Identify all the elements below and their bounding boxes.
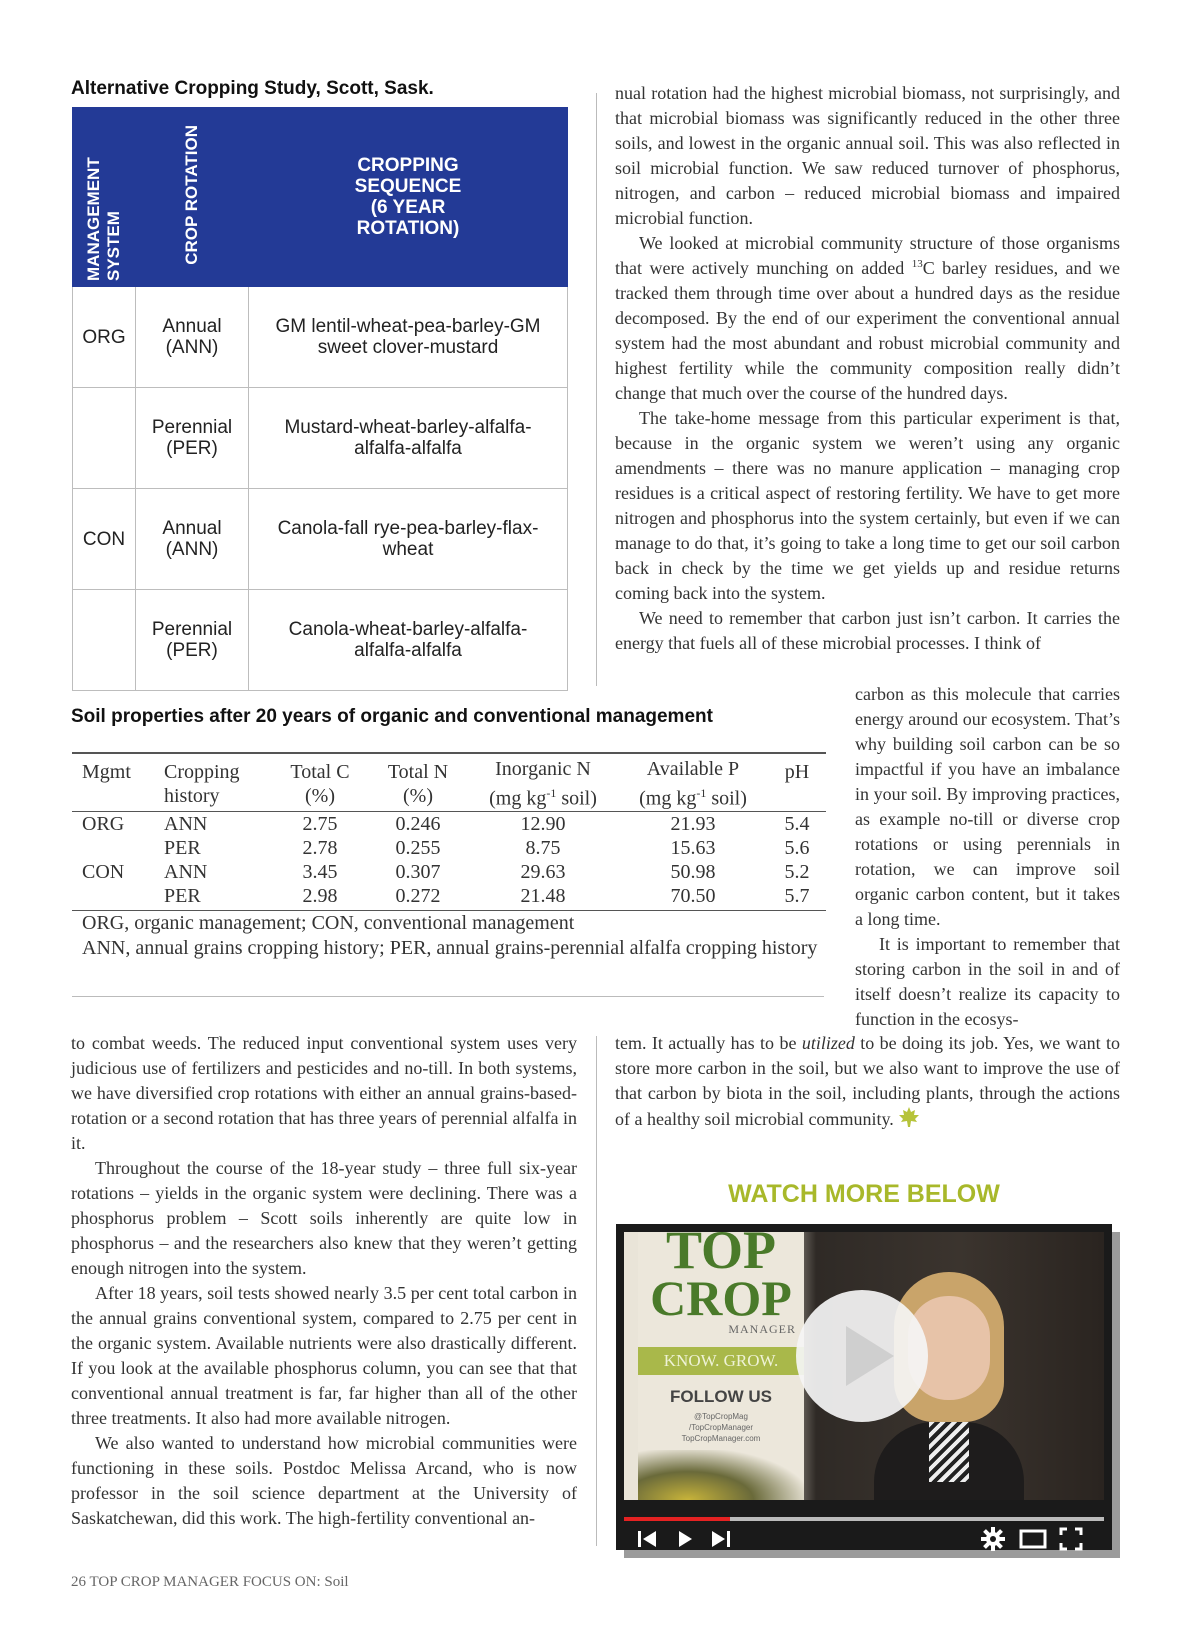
system-cell xyxy=(73,590,136,691)
table-row xyxy=(72,836,826,860)
cell: 21.48 xyxy=(520,884,566,907)
cell: 70.50 xyxy=(670,884,716,907)
management-system-header: MANAGEMENT SYSTEM xyxy=(73,108,136,287)
paragraph: We looked at microbial community structure of those organisms that were actively munching on added $^{13}$C barley residues, and we tracked them through time over about a hundred days as the residue decomposed. By the end of our experiment the conventional annual system had the most abundant and robust microbial community and highest fertility while the community composition really didn’t change that much over the course of the hundred days. xyxy=(615,233,1120,403)
cropping-sequence-header: CROPPING SEQUENCE (6 YEAR ROTATION) xyxy=(249,108,568,287)
cell: 15.63 xyxy=(670,836,716,859)
cell xyxy=(72,836,154,860)
cell: PER xyxy=(164,884,201,907)
rotation-cell: Perennial (PER) xyxy=(136,590,249,691)
paragraph: We need to remember that carbon just isn’t carbon. It carries the energy that fuels all of these microbial processes. I think of xyxy=(615,608,1120,653)
cell: 2.78 xyxy=(302,836,338,859)
paragraph: The take-home message from this particular experiment is that, because in the organic system we weren’t using any organic amendments – there was no manure application – managing crop residues is a critical aspect of restoring fertility. We have to get more nitrogen and phosphorus into the system certainly, but even if we can manage to do that, it’s going to take a long time to get our soil carbon back in check by the time we get yields up and residue returns coming back into the system. xyxy=(615,408,1120,603)
column-divider-lower xyxy=(596,1036,597,1546)
right-column-narrow xyxy=(855,682,1120,1032)
cell: 5.2 xyxy=(784,860,810,883)
cell xyxy=(72,884,154,908)
table-row xyxy=(73,590,568,691)
cell: PER xyxy=(164,836,201,859)
cell: 0.307 xyxy=(395,860,441,883)
table-row xyxy=(73,489,568,590)
table-note-2: ANN, annual grains cropping history; PER, annual grains-perennial alfalfa cropping history xyxy=(82,936,818,959)
cell: 3.45 xyxy=(302,860,338,883)
cell: 29.63 xyxy=(520,860,566,883)
top-crop-manager-banner: TOP CROP MANAGER KNOW. GROW. FOLLOW US @TopCropMag /TopCropManager TopCropManager.com xyxy=(638,1232,804,1500)
cropping-sequence-table xyxy=(72,107,568,691)
system-cell: CON xyxy=(73,489,136,590)
cell: 21.93 xyxy=(670,812,716,835)
paragraph: Throughout the course of the 18-year study – three full six-year rotations – yields in the organic system were declining. There was a phosphorus problem – Scott soils inherently are quite low in phosphorus – and the researchers also knew that they weren’t getting enough nitrogen into the system. xyxy=(71,1158,577,1278)
skip-back-icon xyxy=(636,1528,658,1550)
column-divider xyxy=(596,93,597,686)
skip-forward-icon xyxy=(710,1528,732,1550)
play-overlay-button[interactable] xyxy=(796,1290,928,1422)
header-cropping-history: Cropping history xyxy=(164,760,240,807)
table-top-rule xyxy=(72,752,826,754)
table-row xyxy=(73,388,568,489)
cell: 2.98 xyxy=(302,884,338,907)
paragraph: It is important to remember that storing carbon in the soil in and of itself doesn’t realize its capacity to function in the ecosys- xyxy=(855,934,1120,1029)
system-cell xyxy=(73,388,136,489)
header-total-c: Total C (%) xyxy=(290,760,350,807)
left-column-bottom xyxy=(71,1031,577,1531)
cell: 50.98 xyxy=(670,860,716,883)
video-frame[interactable] xyxy=(624,1232,1104,1500)
header-mgmt: Mgmt xyxy=(82,760,131,783)
table-row xyxy=(73,287,568,388)
paragraph: After 18 years, soil tests showed nearly 3.5 per cent total carbon in the annual grains conventional system, compared to 2.75 per cent in the organic system. Available nutrients were also drastically different. If you look at the available phosphorus column, you can see that that conventional annual treatment is far, far higher than all of the other three treatments. It also had more available nitrogen. xyxy=(71,1283,577,1428)
cell: ORG xyxy=(82,812,125,835)
rotation-cell: Annual (ANN) xyxy=(136,489,249,590)
cell: ANN xyxy=(164,860,208,883)
system-cell: ORG xyxy=(73,287,136,388)
play-icon xyxy=(674,1528,696,1550)
header-ph: pH xyxy=(784,760,810,783)
paragraph: tem. It actually has to be utilized to be doing its job. Yes, we want to store more carbon in the soil, but we also want to improve the use of that carbon by biota in the soil, including plants, through the actions of a healthy soil microbial community. xyxy=(615,1031,1120,1135)
paragraph: carbon as this molecule that carries energy around our ecosystem. That’s why building soil carbon can be so impactful if you have an imbalance in your soil. By improving practices, as example no-till or diverse crop rotations or using perennials in rotation, we can improve soil organic carbon content, but it takes a long time. xyxy=(855,684,1120,929)
cell: 0.246 xyxy=(395,812,441,835)
sequence-cell: Mustard-wheat-barley-alfalfa- alfalfa-alfalfa xyxy=(249,388,568,489)
fullscreen-icon xyxy=(1059,1527,1083,1551)
cell: 2.75 xyxy=(302,812,338,835)
right-column-bottom xyxy=(615,1031,1120,1135)
progress-fill xyxy=(624,1517,730,1521)
paragraph: nual rotation had the highest microbial biomass, not surprisingly, and that microbial biomass was significantly reduced in the other three soils, and lowest in the organic annual soil. This was also reflected in soil microbial function. We saw reduced turnover of phosphorus, nitrogen, and carbon – reduced microbial biomass and impaired microbial function. xyxy=(615,83,1120,228)
cell: 12.90 xyxy=(520,812,566,835)
table-note-1: ORG, organic management; CON, conventional management xyxy=(82,911,575,934)
table-row xyxy=(72,860,826,884)
cell: 5.6 xyxy=(784,836,810,859)
soil-properties-table xyxy=(72,752,826,961)
header-total-n: Total N (%) xyxy=(387,760,449,807)
play-button[interactable] xyxy=(674,1528,696,1555)
gear-icon xyxy=(980,1526,1006,1552)
cell: 8.75 xyxy=(525,836,561,859)
skip-back-button[interactable] xyxy=(636,1528,658,1555)
cell: 0.255 xyxy=(395,836,441,859)
table-header-row xyxy=(73,108,568,287)
skip-forward-button[interactable] xyxy=(710,1528,732,1555)
cell: CON xyxy=(82,860,125,883)
rotation-cell: Annual (ANN) xyxy=(136,287,249,388)
sequence-cell: Canola-fall rye-pea-barley-flax- wheat xyxy=(249,489,568,590)
table1-title: Alternative Cropping Study, Scott, Sask. xyxy=(71,78,434,99)
page-footer: 26 TOP CROP MANAGER FOCUS ON: Soil xyxy=(71,1574,349,1590)
table-row xyxy=(72,812,826,836)
cell: 5.7 xyxy=(784,884,810,907)
cell: 0.272 xyxy=(395,884,441,907)
theater-mode-button[interactable] xyxy=(1019,1529,1047,1554)
settings-button[interactable] xyxy=(980,1526,1006,1557)
paragraph: We also wanted to understand how microbial communities were functioning in these soils. Postdoc Melissa Arcand, who is now professor in the soil science department at the University of Saskatchewan, did this work. The high-fertility conventional an- xyxy=(71,1433,577,1528)
sequence-cell: Canola-wheat-barley-alfalfa- alfalfa-alfalfa xyxy=(249,590,568,691)
watch-more-heading: WATCH MORE BELOW xyxy=(728,1180,1000,1208)
header-inorganic-n: Inorganic N (mg $kg^{-1}$ soil) xyxy=(489,758,597,810)
cell: 5.4 xyxy=(784,812,810,835)
video-player[interactable] xyxy=(616,1224,1112,1550)
crop-rotation-header: CROP ROTATION xyxy=(136,108,249,287)
rotation-cell: Perennial (PER) xyxy=(136,388,249,489)
theater-icon xyxy=(1019,1529,1047,1549)
progress-track[interactable] xyxy=(624,1517,1104,1521)
header-available-p: Available P (mg $kg^{-1}$ soil) xyxy=(639,758,747,810)
sequence-cell: GM lentil-wheat-pea-barley-GM sweet clover-mustard xyxy=(249,287,568,388)
table-section-divider xyxy=(72,996,824,997)
play-icon xyxy=(796,1290,928,1422)
paragraph: to combat weeds. The reduced input conventional system uses very judicious use of fertilizers and pesticides and no-till. In both systems, we have diversified crop rotations with either an annual grains-based-rotation or a second rotation that has three years of perennial alfalfa in it. xyxy=(71,1033,577,1153)
fullscreen-button[interactable] xyxy=(1059,1527,1083,1556)
table-header-row xyxy=(72,757,826,811)
table2-title: Soil properties after 20 years of organic and conventional management xyxy=(71,706,713,727)
cell: ANN xyxy=(164,812,208,835)
right-column-top xyxy=(615,81,1120,656)
table-row xyxy=(72,884,826,908)
maple-leaf-icon xyxy=(898,1106,920,1135)
